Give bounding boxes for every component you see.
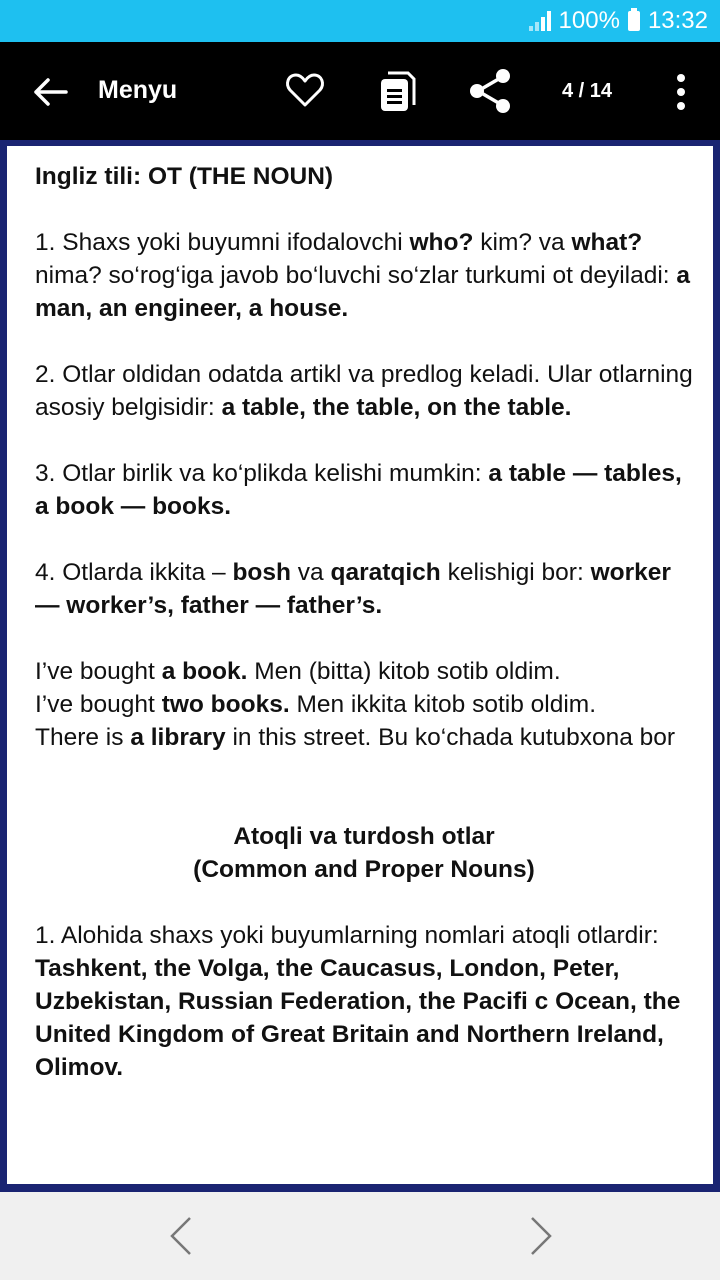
- article-content[interactable]: [7, 146, 713, 1184]
- paragraph-examples: I’ve bought a book. Men (bitta) kitob sotib oldim. I’ve bought two books. Men ikkita kitob sotib oldim. There is a library in this street. Bu ko‘chada kutubxona bor: [35, 658, 676, 751]
- app-title[interactable]: Menyu: [98, 76, 178, 104]
- chevron-right-icon[interactable]: [526, 1214, 556, 1258]
- share-icon[interactable]: [468, 68, 512, 114]
- paragraph-2: 2. Otlar oldidan odatda artikl va predlog keladi. Ular otlarning asosiy belgisidir: a table, the table, on the table.: [35, 361, 693, 421]
- paragraph-3: 3. Otlar birlik va ko‘plikda kelishi mumkin: a table — tables, a book — books.: [35, 460, 682, 520]
- content-frame: [0, 140, 720, 1192]
- status-time: 13:32: [647, 7, 708, 34]
- copy-icon[interactable]: [378, 69, 418, 113]
- article-title: Ingliz tili: OT (THE NOUN): [35, 163, 334, 190]
- page-counter: 4 / 14: [562, 80, 613, 102]
- arrow-left-icon[interactable]: [30, 72, 70, 112]
- section-heading: Atoqli va turdosh otlar (Common and Proper Nouns): [193, 823, 535, 883]
- chevron-left-icon[interactable]: [166, 1214, 196, 1258]
- signal-icon: [529, 11, 551, 31]
- battery-percent: 100%: [558, 7, 620, 34]
- bottom-navigation: [0, 1192, 720, 1280]
- heart-icon[interactable]: [284, 69, 326, 111]
- more-vertical-icon[interactable]: [672, 72, 690, 112]
- paragraph-1: 1. Shaxs yoki buyumni ifodalovchi who? kim? va what? nima? so‘rog‘iga javob bo‘luvchi so‘zlar turkumi ot deyiladi: a man, an engineer, a house.: [35, 229, 691, 322]
- paragraph-4: 4. Otlarda ikkita – bosh va qaratqich kelishigi bor: worker — worker’s, father — father’s.: [35, 559, 671, 619]
- status-bar: [0, 0, 720, 42]
- battery-icon: [628, 11, 640, 31]
- app-bar: [0, 42, 720, 140]
- paragraph-6: 1. Alohida shaxs yoki buyumlarning nomlari atoqli otlardir: Tashkent, the Volga, the Caucasus, London, Peter, Uzbekistan, Russian Federation, the Pacifi c Ocean, the United Kingdom of Great Britain and Northern Ireland, Olimov.: [35, 922, 681, 1081]
